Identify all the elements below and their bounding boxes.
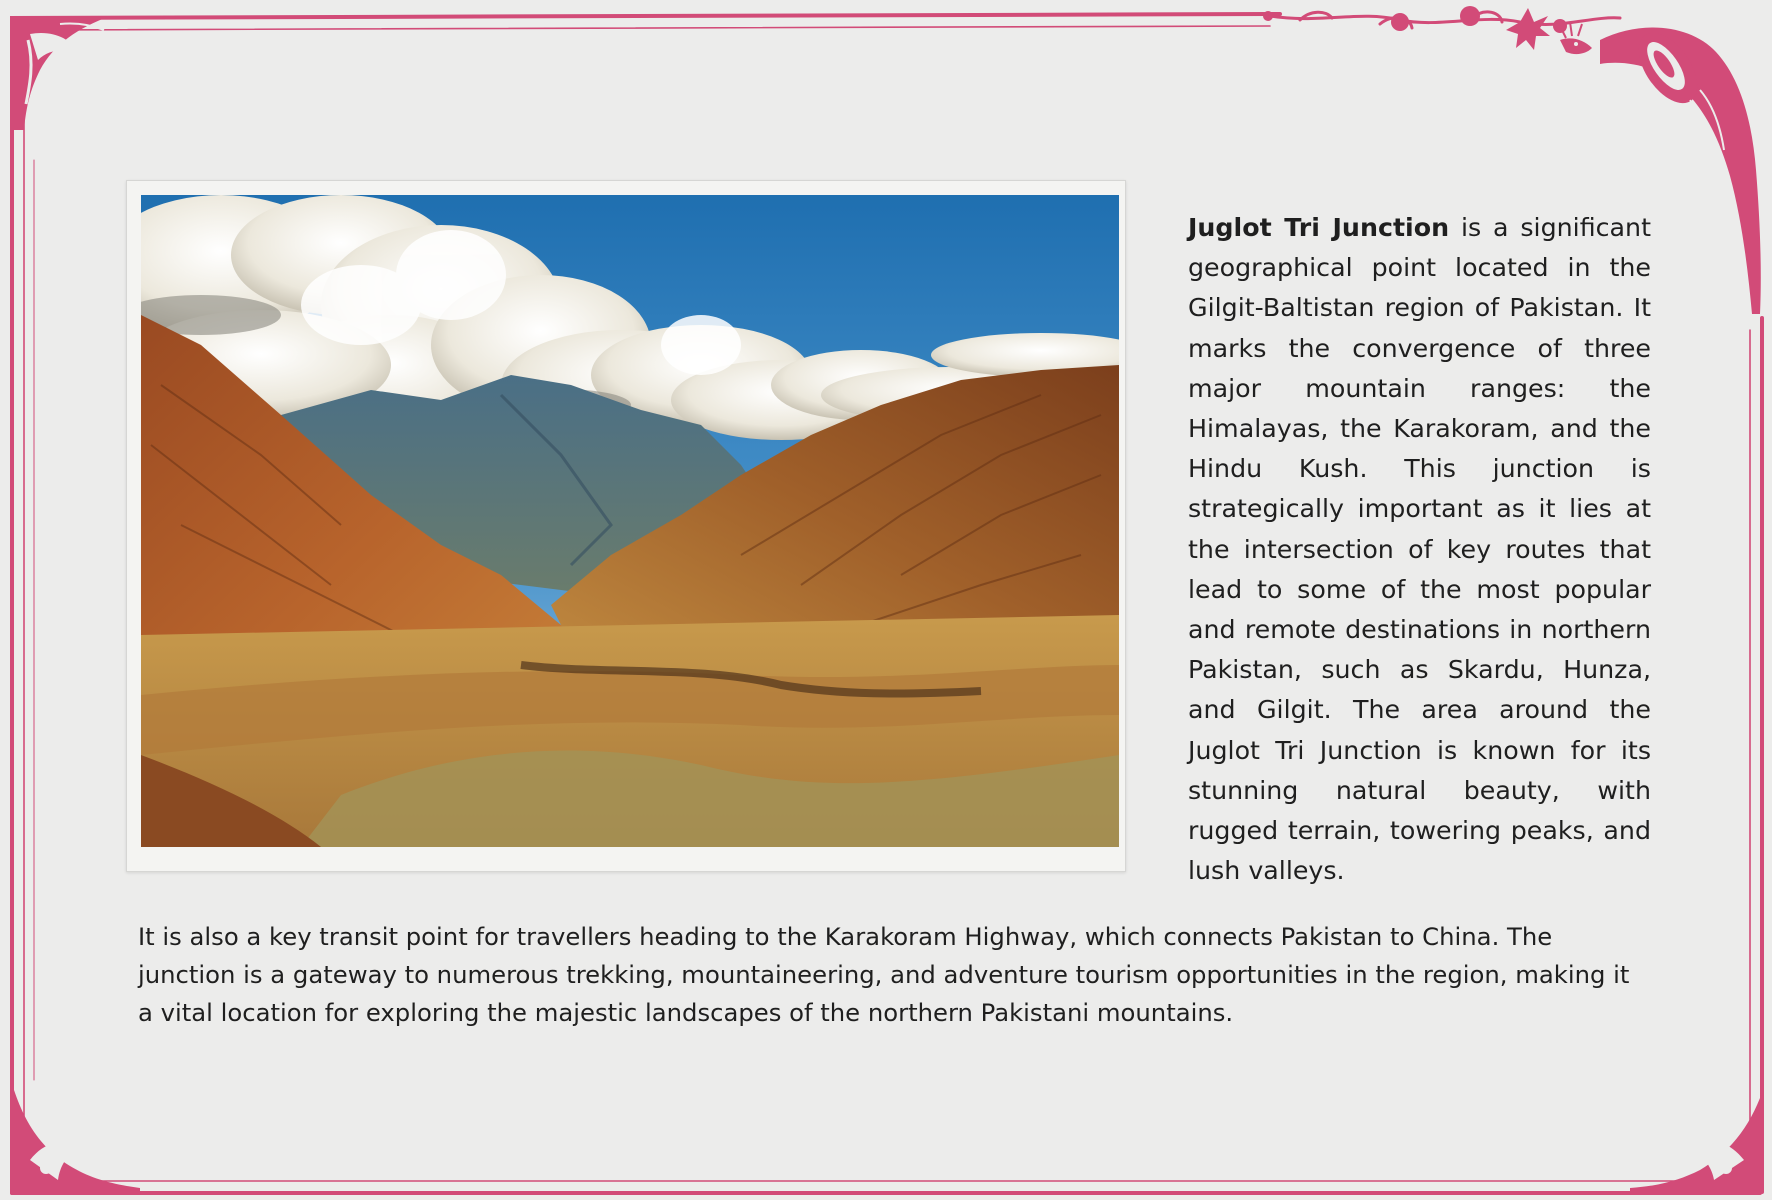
floral-corner-ornament — [14, 1090, 140, 1192]
article-title: Juglot Tri Junction — [1188, 213, 1450, 242]
floral-corner-ornament — [1630, 1098, 1760, 1192]
landscape-photo — [141, 195, 1119, 847]
floral-corner-ornament — [1270, 12, 1620, 28]
mountain-landscape-image — [141, 195, 1119, 847]
photo-mount — [126, 180, 1126, 872]
bottom-paragraph: It is also a key transit point for travellers heading to the Karakoram Highway, which connects Pakistan to China. The junction is a gateway to numerous trekking, mountaineering, and adventure tourism opportunities in the region, making it a vital location for exploring the majestic landscapes of the northern Pakistani mountains. — [138, 922, 1630, 1027]
side-paragraph-text: is a significant geographical point located in the Gilgit-Baltistan region of Pakistan. It marks the convergence of three major mountain ranges: the Himalayas, the Karakoram, and the Hindu Kush. This junction is strategically important as it lies at the intersection of key routes that lead to some of the most popular and remote destinations in northern Pakistan, such as Skardu, Hunza, and Gilgit. The area around the Juglot Tri Junction is known for its stunning natural beauty, with rugged terrain, towering peaks, and lush valleys. — [1188, 213, 1651, 886]
description-paragraph — [1188, 208, 1651, 891]
floral-corner-ornament — [14, 16, 110, 130]
